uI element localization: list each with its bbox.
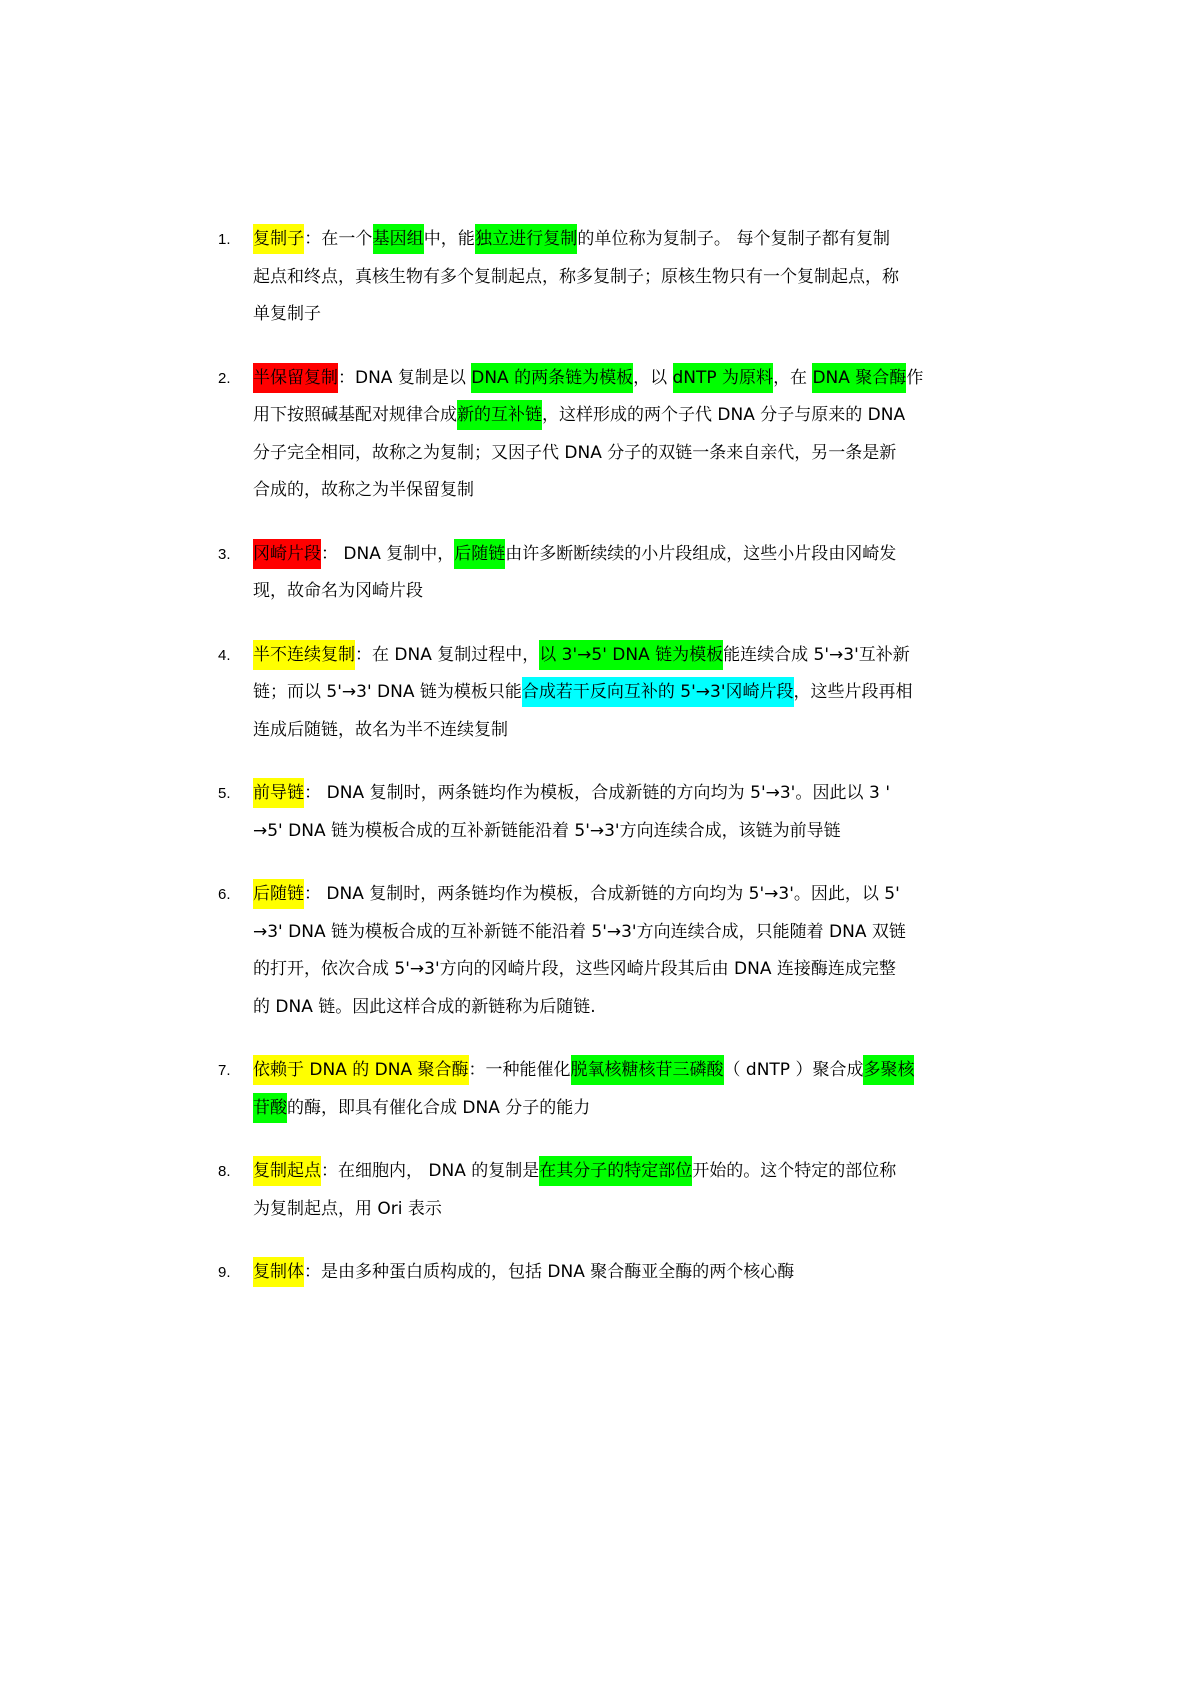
item-number: 1. xyxy=(218,231,231,248)
text-line xyxy=(253,876,900,914)
highlighted-term: 冈崎片段 xyxy=(253,539,321,569)
text-line xyxy=(253,360,924,398)
item-number: 8. xyxy=(218,1163,231,1180)
text-segment: ：DNA 复制是以 xyxy=(338,367,472,388)
highlighted-term: 复制起点 xyxy=(253,1156,321,1186)
highlighted-term: 新的互补链 xyxy=(457,400,542,430)
document-page xyxy=(0,221,1190,1318)
text-segment: 的单位称为复制子。 每个复制子都有复制 xyxy=(577,229,891,249)
definition-item xyxy=(218,1254,890,1292)
text-segment: 连成后随链，故名为半不连续复制 xyxy=(253,719,508,740)
highlighted-term: 以 3'→5' DNA 链为模板 xyxy=(539,640,723,670)
text-segment: ，这样形成的两个子代 DNA 分子与原来的 DNA xyxy=(542,405,906,425)
text-segment: 起点和终点，真核生物有多个复制起点，称多复制子；原核生物只有一个复制起点，称 xyxy=(253,266,899,287)
highlighted-term: 独立进行复制 xyxy=(475,224,577,254)
highlighted-term: 多聚核 xyxy=(863,1055,914,1085)
text-segment: ： DNA 复制中， xyxy=(321,543,455,564)
text-line xyxy=(253,1254,890,1292)
text-segment: （ dNTP ）聚合成 xyxy=(723,1060,864,1080)
text-line xyxy=(253,813,890,851)
text-line xyxy=(253,914,906,952)
text-line xyxy=(253,989,890,1027)
text-segment: 为复制起点，用 Ori 表示 xyxy=(253,1198,442,1219)
item-number: 4. xyxy=(218,646,231,664)
definition-item xyxy=(218,536,897,611)
text-line xyxy=(253,712,890,750)
highlighted-term: 后随链 xyxy=(253,879,304,909)
highlighted-term: 在其分子的特定部位 xyxy=(539,1156,692,1186)
item-number: 3. xyxy=(218,545,231,563)
highlighted-term: 复制体 xyxy=(253,1257,304,1287)
text-segment: ：在 DNA 复制过程中， xyxy=(355,644,540,665)
text-segment: 开始的。这个特定的部位称 xyxy=(692,1161,897,1181)
highlighted-term: DNA 的两条链为模板 xyxy=(471,363,633,393)
text-line xyxy=(253,259,899,297)
text-line xyxy=(253,573,890,611)
text-segment: ，在 xyxy=(773,367,813,388)
text-segment: →5' DNA 链为模板合成的互补新链能沿着 5'→3'方向连续合成，该链为前导链 xyxy=(253,820,841,841)
text-line xyxy=(253,775,890,813)
item-number: 9. xyxy=(218,1264,231,1281)
text-segment: ，这些片段再相 xyxy=(793,682,913,702)
text-segment: 用下按照碱基配对规律合成 xyxy=(253,405,457,425)
highlighted-term: 苷酸 xyxy=(253,1093,287,1123)
text-segment: 的 DNA 链。因此这样合成的新链称为后随链. xyxy=(253,996,596,1017)
highlighted-term: DNA 聚合酶 xyxy=(812,363,906,393)
definition-item xyxy=(218,1153,897,1228)
highlighted-term: dNTP 为原料 xyxy=(673,363,774,393)
text-line xyxy=(253,536,897,574)
highlighted-term: 半保留复制 xyxy=(253,363,338,393)
definition-item xyxy=(218,775,890,850)
text-segment: 中，能 xyxy=(423,229,475,249)
text-segment: 由许多断断续续的小片段组成，这些小片段由冈崎发 xyxy=(505,543,897,564)
highlighted-term: 后随链 xyxy=(454,539,505,569)
highlighted-term: 基因组 xyxy=(373,224,424,254)
text-segment: 链；而以 5'→3' DNA 链为模板只能 xyxy=(253,682,522,702)
item-number: 5. xyxy=(218,785,231,802)
text-line xyxy=(253,637,910,675)
text-segment: 合成的，故称之为半保留复制 xyxy=(253,480,474,500)
definition-item xyxy=(218,221,899,334)
text-line xyxy=(253,951,896,989)
text-segment: 的酶，即具有催化合成 DNA 分子的能力 xyxy=(287,1097,591,1118)
text-segment: 现，故命名为冈崎片段 xyxy=(253,581,423,601)
highlighted-term: 半不连续复制 xyxy=(253,640,355,670)
text-segment: 单复制子 xyxy=(253,304,321,324)
highlighted-term: 前导链 xyxy=(253,778,304,808)
text-line xyxy=(253,1052,915,1090)
text-segment: ： DNA 复制时，两条链均作为模板，合成新链的方向均为 5'→3'。因此以 3 ' xyxy=(304,783,890,803)
text-segment: ：是由多种蛋白质构成的，包括 DNA 聚合酶亚全酶的两个核心酶 xyxy=(304,1262,795,1282)
item-number: 6. xyxy=(218,886,231,903)
text-line xyxy=(253,674,913,712)
text-segment: ：一种能催化 xyxy=(468,1060,571,1080)
text-line xyxy=(253,397,906,435)
text-line xyxy=(253,1191,890,1229)
item-number: 7. xyxy=(218,1062,231,1079)
text-line xyxy=(253,1153,897,1191)
text-segment: ：在一个 xyxy=(304,229,373,249)
text-line xyxy=(253,221,890,259)
text-segment: ： DNA 复制时，两条链均作为模板，合成新链的方向均为 5'→3'。因此，以 5' xyxy=(304,884,900,904)
text-line xyxy=(253,1090,890,1128)
text-segment: 分子完全相同，故称之为复制；又因子代 DNA 分子的双链一条来自亲代，另一条是新 xyxy=(253,442,897,463)
text-line xyxy=(253,472,890,510)
definition-item xyxy=(218,876,906,1026)
text-segment: →3' DNA 链为模板合成的互补新链不能沿着 5'→3'方向连续合成，只能随着 DNA 双链 xyxy=(253,921,906,942)
highlighted-term: 合成若干反向互补的 5'→3'冈崎片段 xyxy=(522,677,794,707)
text-segment: 的打开，依次合成 5'→3'方向的冈崎片段，这些冈崎片段其后由 DNA 连接酶连成完整 xyxy=(253,959,896,979)
text-segment: ：在细胞内， DNA 的复制是 xyxy=(321,1161,540,1181)
definition-item xyxy=(218,637,913,750)
text-line xyxy=(253,296,890,334)
highlighted-term: 依赖于 DNA 的 DNA 聚合酶 xyxy=(253,1055,469,1085)
text-segment: ，以 xyxy=(633,367,673,388)
definition-item xyxy=(218,1052,915,1127)
item-number: 2. xyxy=(218,369,231,387)
highlighted-term: 脱氧核糖核苷三磷酸 xyxy=(571,1055,724,1085)
text-line xyxy=(253,435,897,473)
highlighted-term: 复制子 xyxy=(253,224,304,254)
definition-item xyxy=(218,360,924,510)
text-segment: 作 xyxy=(906,367,924,388)
text-segment: 能连续合成 5'→3'互补新 xyxy=(723,644,910,665)
